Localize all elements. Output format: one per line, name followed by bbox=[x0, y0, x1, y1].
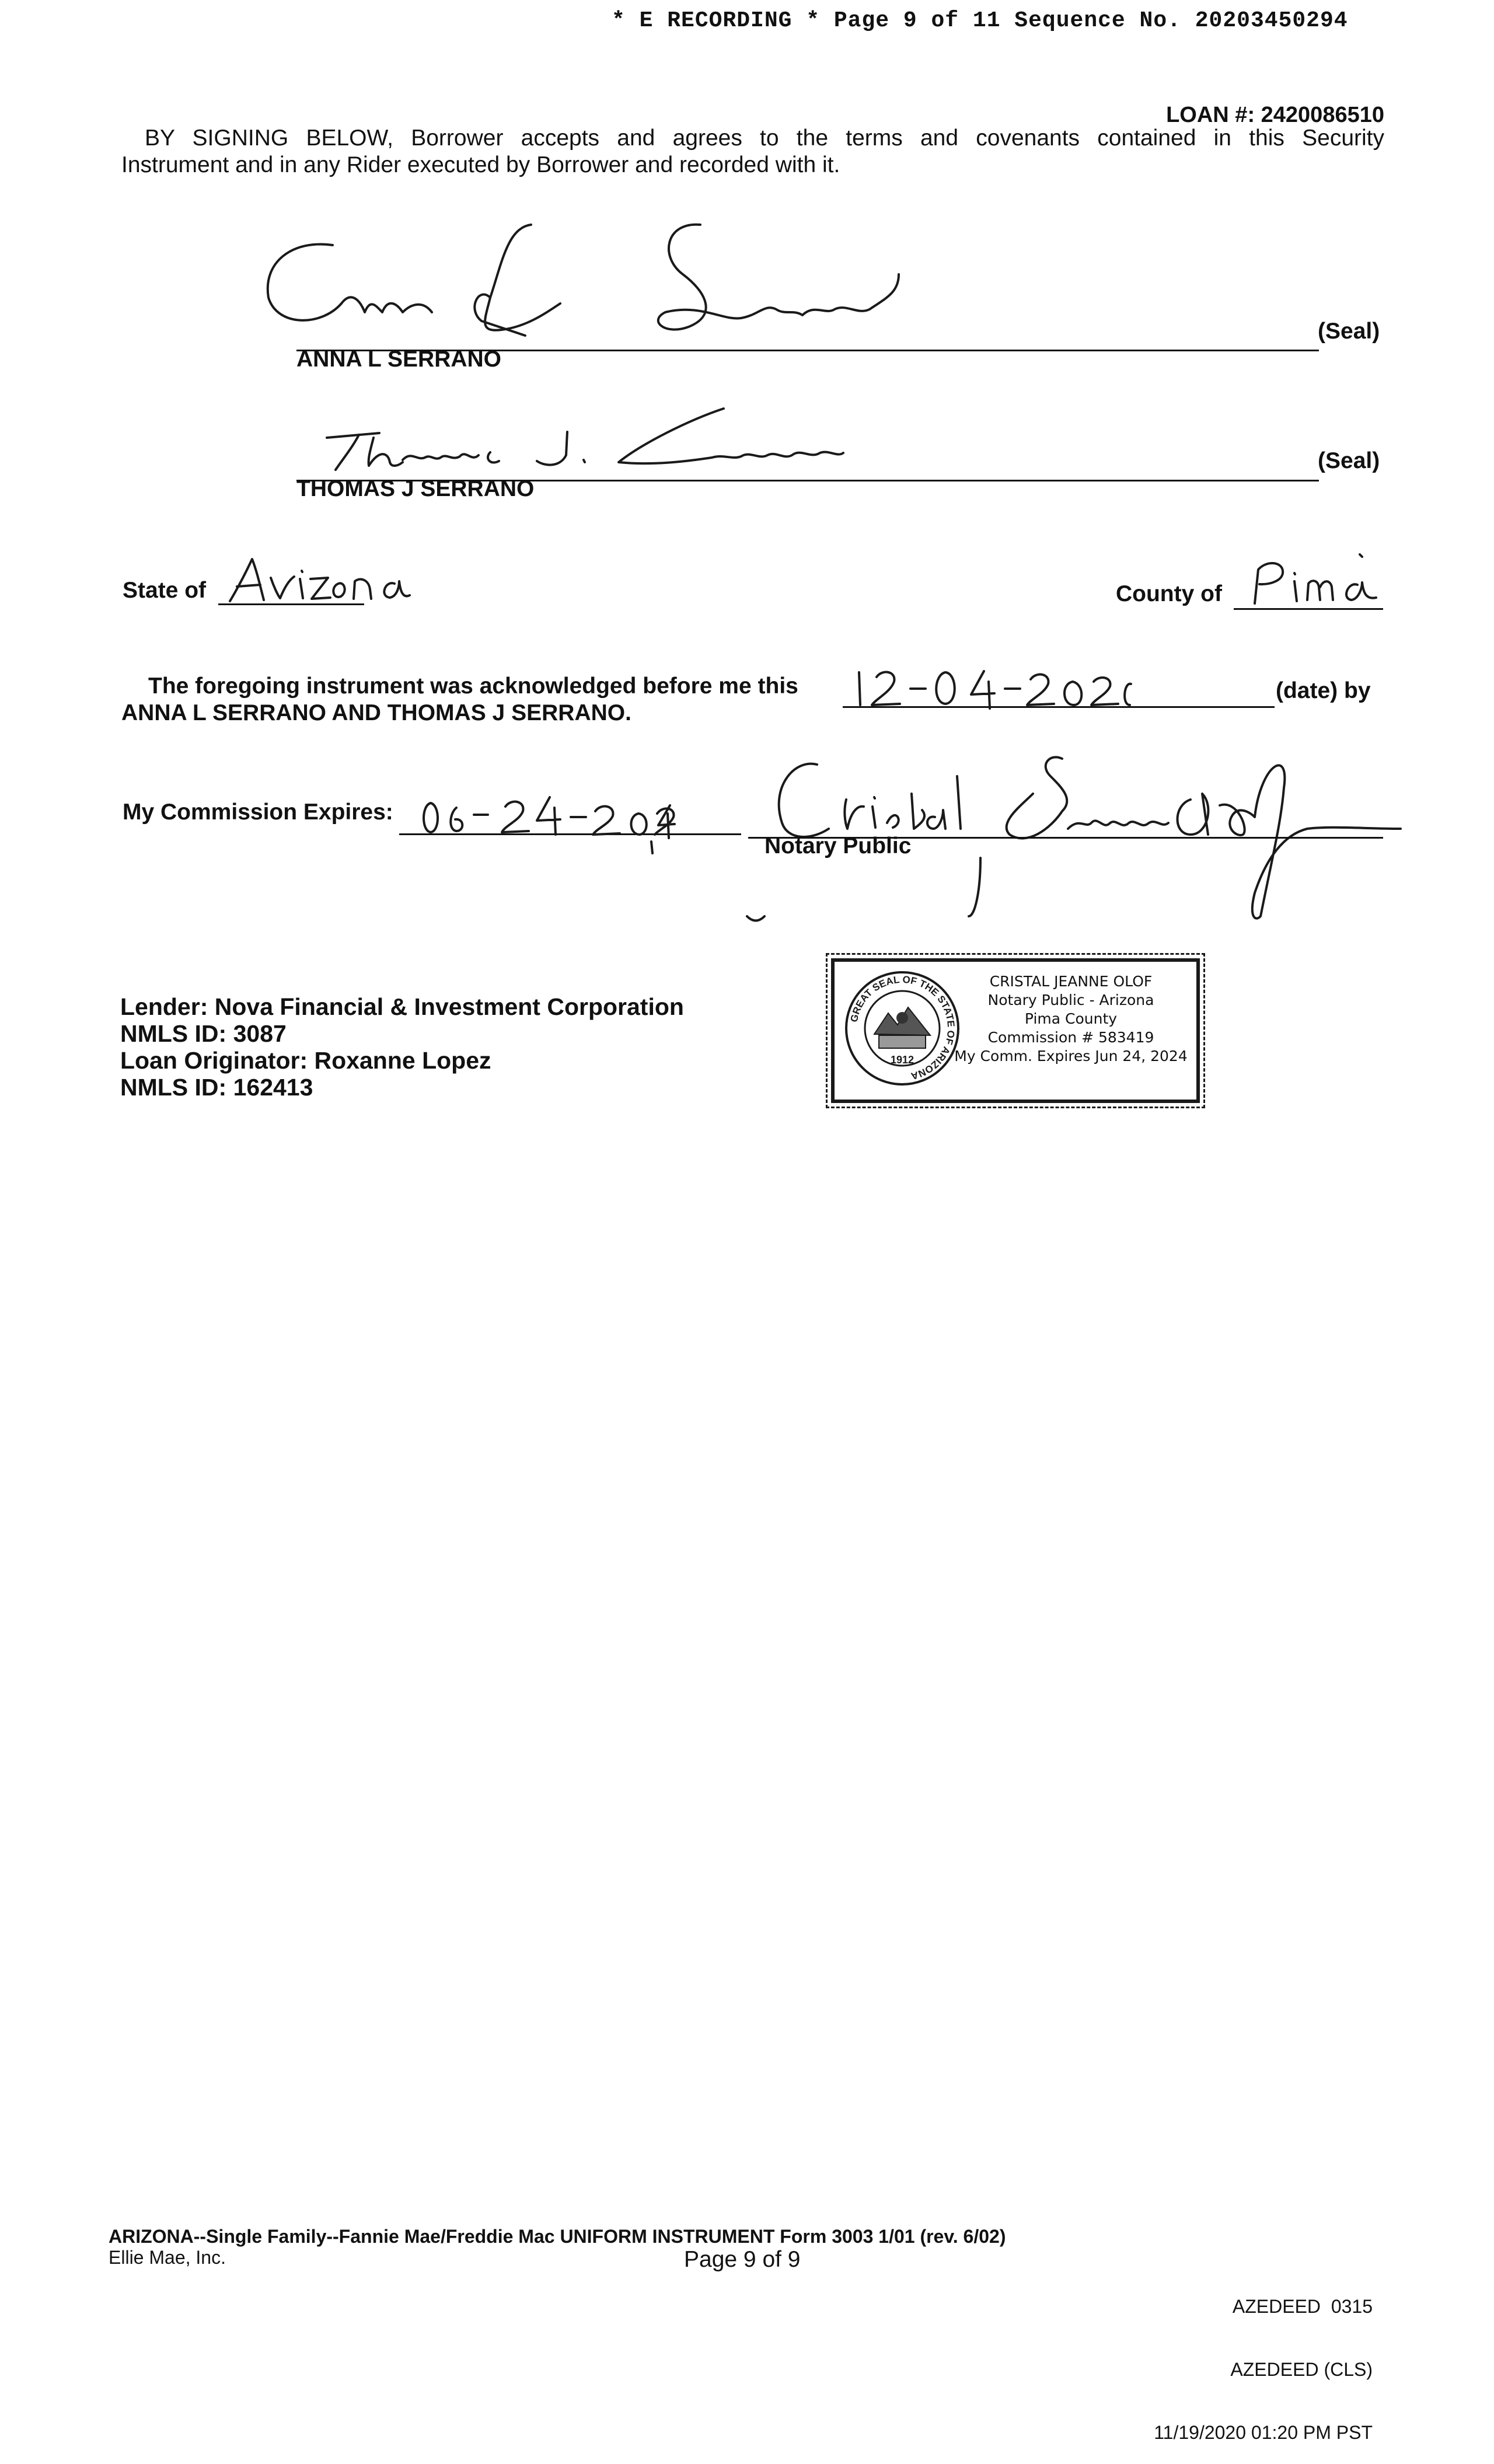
footer-form-line: ARIZONA--Single Family--Fannie Mae/Freddie Mac UNIFORM INSTRUMENT Form 3003 1/01 (rev. 6/02) bbox=[109, 2226, 1006, 2247]
stamp-county: Pima County bbox=[1024, 1010, 1118, 1027]
anna-serrano-seal: (Seal) bbox=[1318, 319, 1380, 344]
footer-page: Page 9 of 9 bbox=[684, 2247, 801, 2272]
thomas-serrano-seal: (Seal) bbox=[1318, 448, 1380, 473]
state-handwritten-arizona bbox=[224, 554, 411, 607]
signing-statement bbox=[121, 125, 1384, 179]
recording-header: * E RECORDING * Page 9 of 11 Sequence No. 20203450294 bbox=[612, 8, 1348, 33]
seal-year: 1912 bbox=[890, 1054, 914, 1066]
originator-nmls: NMLS ID: 162413 bbox=[120, 1074, 313, 1101]
arizona-state-seal-icon bbox=[844, 970, 961, 1087]
county-line bbox=[1234, 608, 1383, 610]
county-handwritten-pima bbox=[1243, 552, 1377, 608]
notary-stamp bbox=[831, 958, 1200, 1103]
anna-serrano-name: ANNA L SERRANO bbox=[296, 347, 502, 372]
footer-vendor: Ellie Mae, Inc. bbox=[109, 2247, 226, 2268]
thomas-serrano-signature bbox=[315, 397, 852, 479]
seal-ring-text: GREAT SEAL OF THE STATE OF ARIZONA bbox=[848, 973, 957, 1082]
ack-date-by: (date) by bbox=[1276, 678, 1371, 703]
ack-text: The foregoing instrument was acknowledged before me this bbox=[148, 673, 798, 699]
ack-names: ANNA L SERRANO AND THOMAS J SERRANO. bbox=[121, 700, 631, 725]
stamp-expiration: My Comm. Expires Jun 24, 2024 bbox=[954, 1048, 1188, 1065]
footer-codes bbox=[1154, 2254, 1373, 2464]
county-label: County of bbox=[1116, 581, 1222, 606]
footer-timestamp: 11/19/2020 01:20 PM PST bbox=[1154, 2422, 1373, 2443]
loan-originator: Loan Originator: Roxanne Lopez bbox=[120, 1047, 491, 1074]
lender-name: Lender: Nova Financial & Investment Corporation bbox=[120, 993, 684, 1020]
stamp-notary-name: CRISTAL JEANNE OLOF bbox=[989, 973, 1153, 990]
stamp-notary-title: Notary Public - Arizona bbox=[987, 992, 1154, 1008]
notary-public-label: Notary Public bbox=[765, 833, 912, 858]
stamp-commission-number: Commission # 583419 bbox=[987, 1029, 1154, 1046]
signing-statement-line-2: Instrument and in any Rider executed by Borrower and recorded with it. bbox=[121, 152, 840, 177]
commission-label: My Commission Expires: bbox=[123, 800, 393, 825]
anna-serrano-signature bbox=[257, 210, 922, 344]
lender-info bbox=[120, 993, 684, 1101]
thomas-serrano-name: THOMAS J SERRANO bbox=[296, 476, 535, 501]
lender-nmls: NMLS ID: 3087 bbox=[120, 1020, 287, 1047]
state-label: State of bbox=[123, 578, 207, 603]
commission-handwritten-date bbox=[418, 788, 675, 858]
ack-handwritten-date bbox=[852, 664, 1132, 711]
signing-statement-line-1: BY SIGNING BELOW, Borrower accepts and agrees to the terms and covenants contained in this Security bbox=[145, 125, 1384, 151]
loan-number: LOAN #: 2420086510 bbox=[1166, 103, 1384, 127]
footer-code-2: AZEDEED (CLS) bbox=[1230, 2359, 1373, 2380]
footer-code-1: AZEDEED 0315 bbox=[1232, 2296, 1373, 2317]
